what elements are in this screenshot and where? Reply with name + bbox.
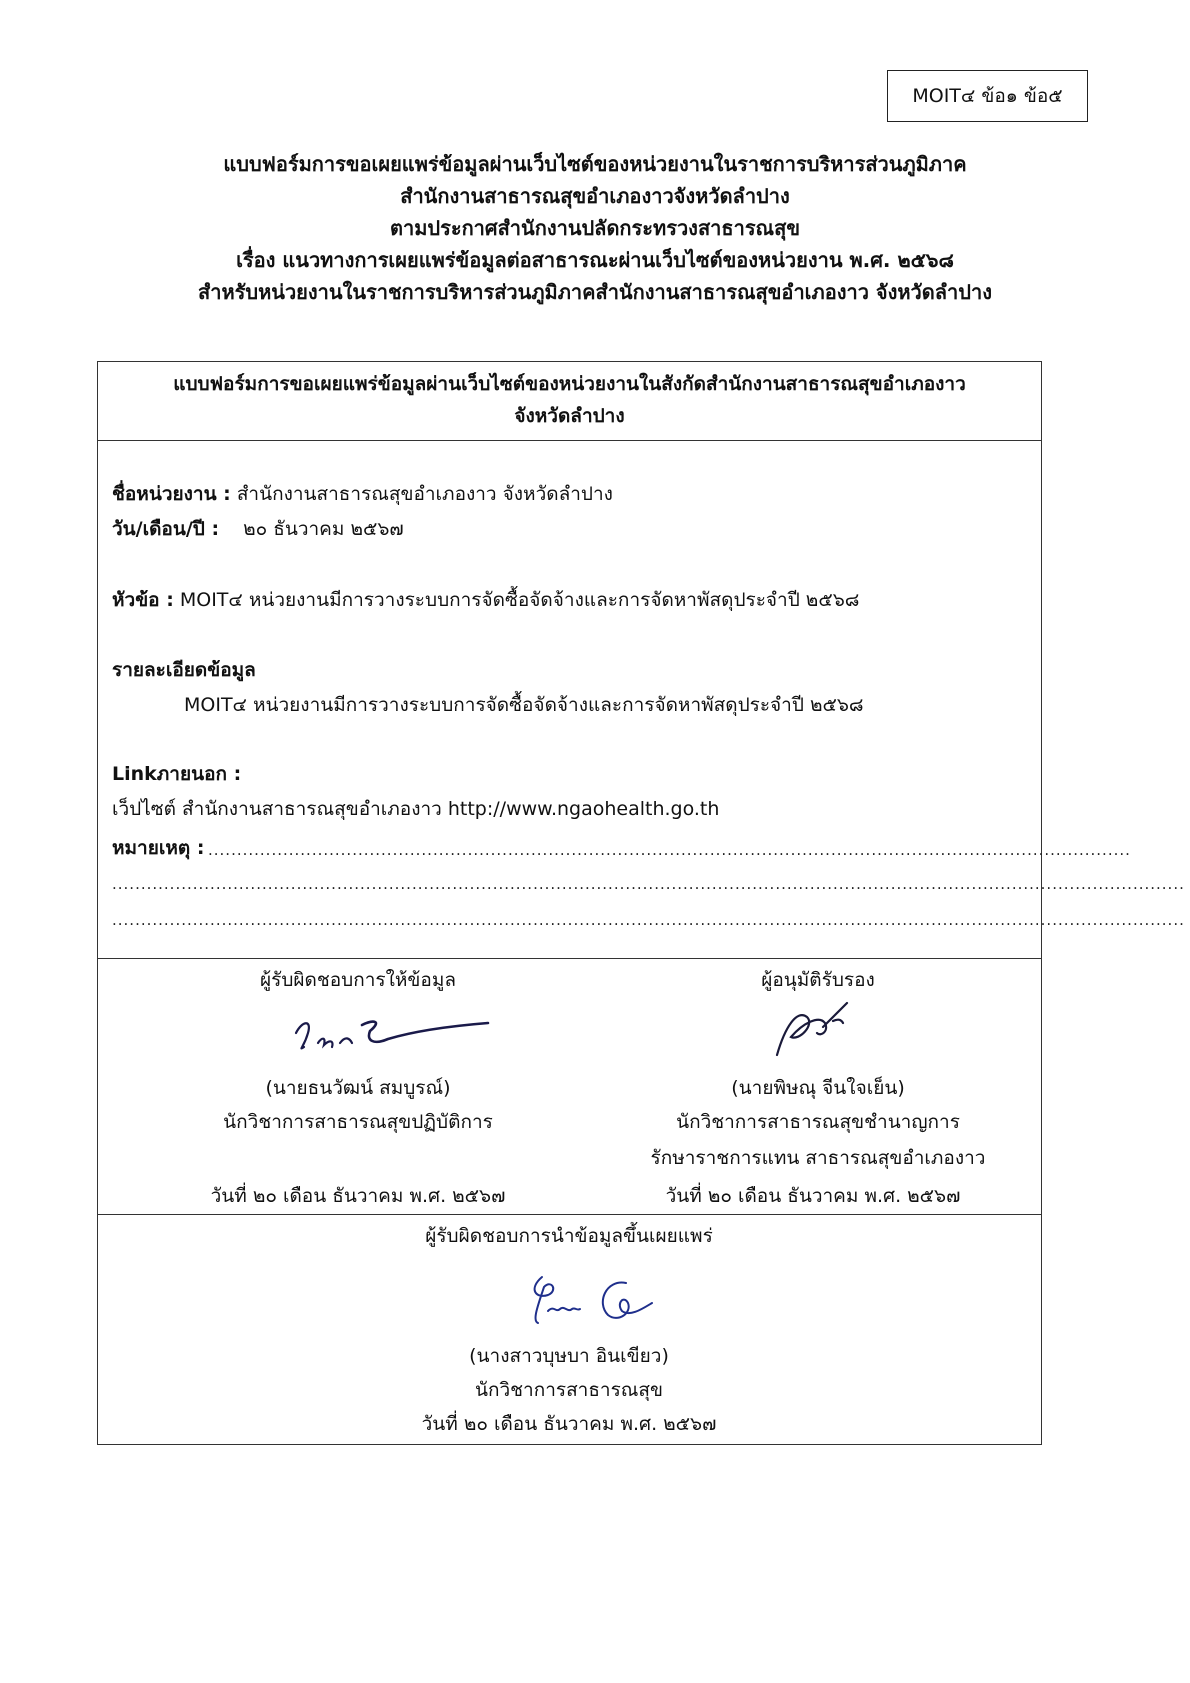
topic-label: หัวข้อ : [112, 589, 174, 611]
form-title-line: จังหวัดลำปาง [514, 405, 625, 427]
approver-role: ผู้อนุมัติรับรอง [761, 969, 875, 991]
link-value: เว็ปไซต์ สำนักงานสาธารณสุขอำเภองาว http://www.ngaohealth.go.th [112, 798, 720, 820]
date-row [112, 514, 404, 544]
approver-position: นักวิชาการสาธารณสุขชำนาญการ [676, 1111, 960, 1133]
form-title-line: แบบฟอร์มการขอเผยแพร่ข้อมูลผ่านเว็บไซต์ของหน่วยงานในสังกัดสำนักงานสาธารณสุขอำเภองาว [173, 373, 966, 395]
responsible-role: ผู้รับผิดชอบการให้ข้อมูล [260, 969, 456, 991]
date-value: ๒๐ ธันวาคม ๒๕๖๗ [243, 518, 404, 540]
header-line: แบบฟอร์มการขอเผยแพร่ข้อมูลผ่านเว็บไซต์ของหน่วยงานในราชการบริหารส่วนภูมิภาค [223, 152, 967, 176]
approver-signature [763, 997, 863, 1067]
remark-dots-line: .......................................................................................................................................................................................... [112, 911, 1185, 929]
responsible-date: วันที่ ๒๐ เดือน ธันวาคม พ.ศ. ๒๕๖๗ [210, 1185, 506, 1207]
detail-label: รายละเอียดข้อมูล [112, 659, 256, 681]
responsible-position: นักวิชาการสาธารณสุขปฏิบัติการ [223, 1111, 493, 1133]
responsible-name: (นายธนวัฒน์ สมบูรณ์) [265, 1077, 451, 1099]
publisher-position: นักวิชาการสาธารณสุข [474, 1379, 664, 1401]
publisher-date: วันที่ ๒๐ เดือน ธันวาคม พ.ศ. ๒๕๖๗ [421, 1413, 717, 1435]
approver-name: (นายพิษณุ จีนใจเย็น) [731, 1077, 905, 1099]
unit-row [112, 479, 613, 509]
disclosure-form [97, 361, 1185, 1445]
remark-row [112, 833, 204, 863]
approver-date: วันที่ ๒๐ เดือน ธันวาคม พ.ศ. ๒๕๖๗ [665, 1185, 961, 1207]
reference-text: MOIT๔ ข้อ๑ ข้อ๕ [912, 85, 1063, 107]
reference-box [887, 70, 1088, 122]
unit-value: สำนักงานสาธารณสุขอำเภองาว จังหวัดลำปาง [236, 483, 613, 505]
topic-row [112, 585, 859, 615]
publisher-signature [508, 1265, 668, 1335]
header-line: สำหรับหน่วยงานในราชการบริหารส่วนภูมิภาคสำนักงานสาธารณสุขอำเภองาว จังหวัดลำปาง [198, 280, 992, 304]
topic-value: MOIT๔ หน่วยงานมีการวางระบบการจัดซื้อจัดจ้างและการจัดหาพัสดุประจำปี ๒๕๖๘ [179, 589, 860, 611]
remark-dots-line: .......................................................................................................................................................................................... [112, 875, 1185, 893]
link-label-row [112, 759, 241, 789]
date-label: วัน/เดือน/ปี : [112, 518, 220, 540]
publisher-name: (นางสาวบุษบา อินเขียว) [469, 1345, 669, 1367]
detail-label-row [112, 655, 256, 685]
detail-value: MOIT๔ หน่วยงานมีการวางระบบการจัดซื้อจัดจ้างและการจัดหาพัสดุประจำปี ๒๕๖๘ [184, 694, 864, 716]
publisher-role: ผู้รับผิดชอบการนำข้อมูลขึ้นเผยแพร่ [425, 1225, 713, 1247]
link-label: Linkภายนอก : [112, 763, 242, 785]
header-line: ตามประกาศสำนักงานปลัดกระทรวงสาธารณสุข [389, 216, 800, 240]
unit-label: ชื่อหน่วยงาน : [112, 483, 231, 505]
responsible-signature [278, 1003, 498, 1063]
approver-acting: รักษาราชการแทน สาธารณสุขอำเภองาว [650, 1147, 986, 1169]
header-line: สำนักงานสาธารณสุขอำเภองาวจังหวัดลำปาง [400, 184, 790, 208]
publisher-section [98, 1215, 1041, 1444]
header-line: เรื่อง แนวทางการเผยแพร่ข้อมูลต่อสาธารณะผ่านเว็บไซต์ของหน่วยงาน พ.ศ. ๒๕๖๘ [236, 248, 954, 272]
remark-label: หมายเหตุ : [112, 837, 205, 859]
remark-dots-line: ................................................................................................................................................................ [208, 841, 1131, 859]
form-title [98, 362, 1041, 441]
document-header [0, 148, 1190, 308]
signatures-section [98, 959, 1041, 1215]
info-section [98, 441, 1185, 959]
